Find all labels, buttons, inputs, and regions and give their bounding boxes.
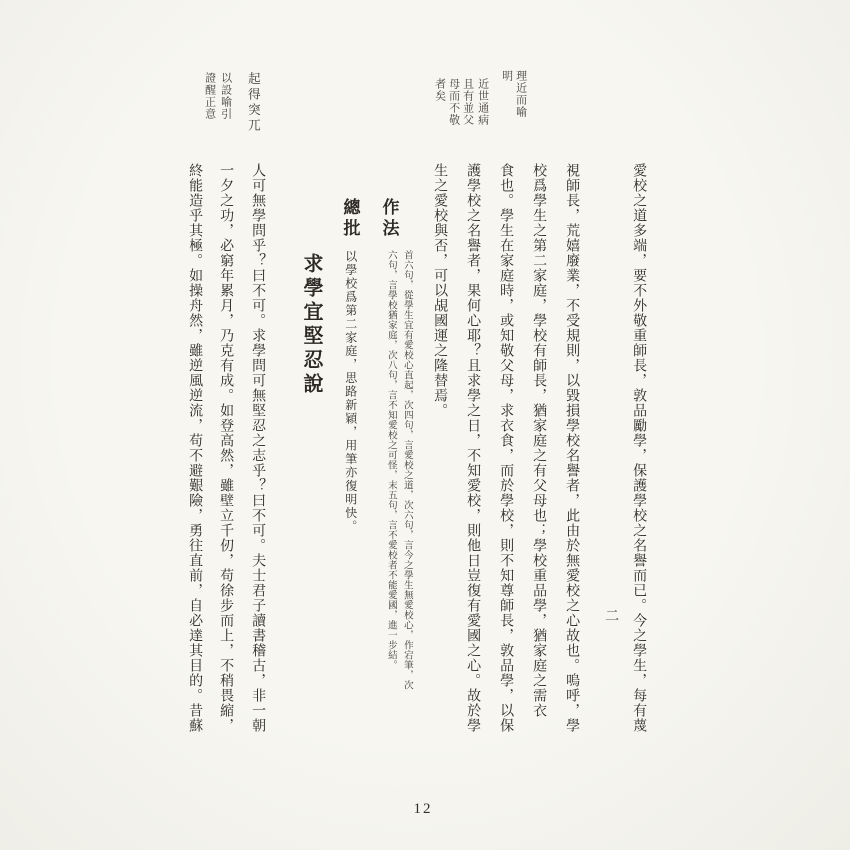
margin-note-common-fault-2: 且有並父 — [461, 78, 474, 126]
zuofa-header: 作法 — [379, 198, 399, 240]
zongpi-text: 以學校爲第二家庭，思路新穎，用筆亦復明快。 — [343, 250, 358, 534]
margin-note-reasoning-cont: 明 — [500, 70, 513, 82]
margin-note-common-fault-3: 母而不敬 — [447, 78, 460, 126]
margin-note-common-fault-4: 者矣 — [433, 78, 446, 102]
margin-note-analogy-2: 證醒正意 — [203, 72, 216, 120]
essay1-column-3: 校爲學生之第二家庭，學校有師長，猶家庭之有父母也；學校重品學，猶家庭之需衣 — [531, 163, 547, 718]
essay2-column-3: 終能造乎其極。如操舟然，雖逆風逆流，苟不避艱險，勇往直前，自必達其目的。昔蘇 — [187, 163, 203, 733]
essay1-column-2: 視師長，荒嬉廢業，不受規則，以毀損學校名譽者，此由於無愛校之心故也。嗚呼，學 — [564, 163, 580, 733]
essay1-column-1: 愛校之道多端，要不外敬重師長，敦品勵學，保護學校之名譽而已。今之學生，每有蔑 — [631, 163, 647, 733]
zuofa-note-column-1: 首六句，從學生宜有愛校心直起，次四句，言愛校之道，次六句，言今之學生無愛校心，作宕筆，次 — [401, 250, 412, 690]
page-number: 12 — [413, 801, 433, 817]
essay-number-marker: 二 — [603, 608, 619, 622]
essay2-column-2: 一夕之功，必窮年累月，乃克有成。如登高然，雖壁立千仞，苟徐步而上，不稍畏縮， — [218, 163, 234, 733]
zuofa-note-column-2: 六句，言學校猶家庭，次八句，言不知愛校之可怪，末五句，言不愛校者不能愛國，進一步結。 — [385, 250, 396, 670]
margin-note-common-fault-1: 近世通病 — [476, 78, 489, 126]
margin-note-analogy-1: 以設喻引 — [219, 72, 232, 120]
essay2-column-1: 人可無學問乎？曰不可。求學問可無堅忍之志乎？曰不可。夫士君子讀書稽古，非一朝 — [250, 163, 266, 733]
essay2-title: 求學宜堅忍說 — [300, 253, 322, 397]
zongpi-header: 總批 — [340, 198, 360, 240]
margin-note-abrupt-opening: 起得突兀 — [246, 72, 261, 134]
essay1-column-4: 食也。學生在家庭時，或知敬父母，求衣食，而於學校，則不知尊師長，敦品學，以保 — [498, 163, 514, 733]
essay1-column-6: 生之愛校與否，可以覘國運之隆替焉。 — [432, 163, 448, 418]
essay1-column-5: 護學校之名譽者，果何心耶？且求學之日，不知愛校，則他日豈復有愛國之心。故於學 — [465, 163, 481, 733]
margin-note-reasoning: 理近而喻 — [514, 70, 527, 118]
